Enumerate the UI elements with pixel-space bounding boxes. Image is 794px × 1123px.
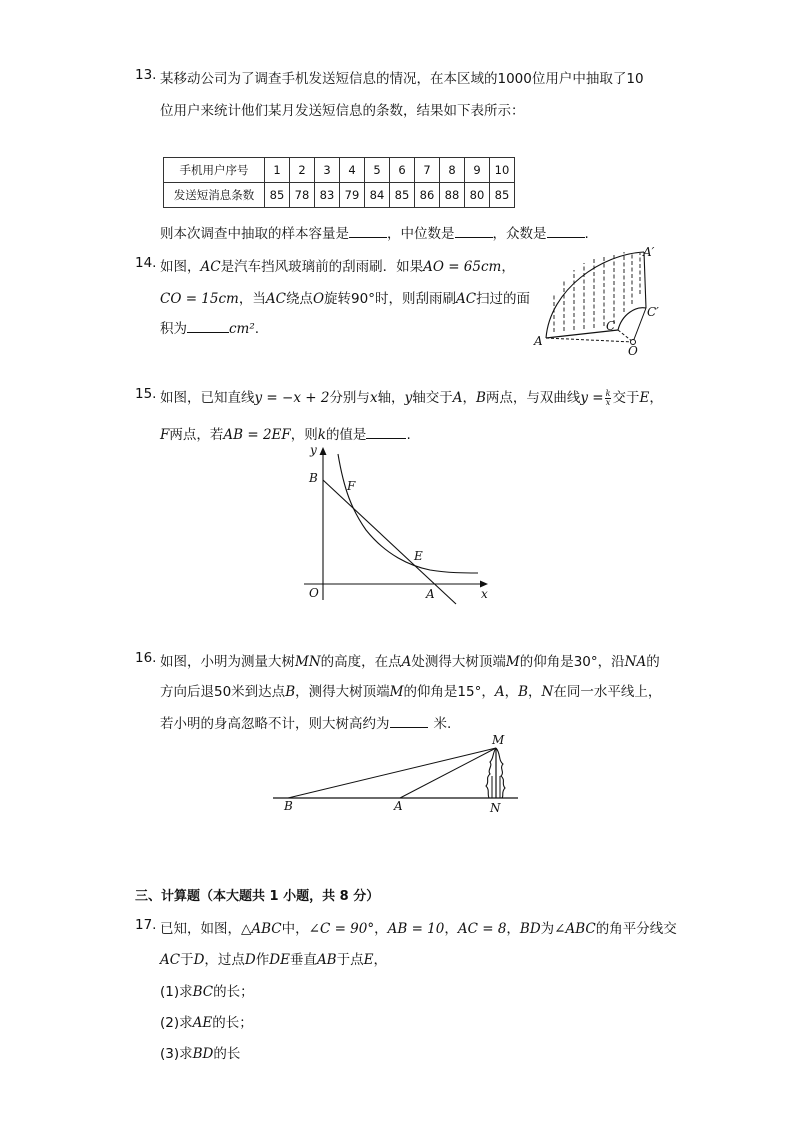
q16-text: 若小明的身高忽略不计，则大树高约为 <box>160 716 390 732</box>
answer-blank <box>547 236 585 238</box>
q16-text: 如图，小明为测量大树 <box>160 654 295 670</box>
math-mn: MN <box>295 654 321 670</box>
math-bd: BD <box>519 921 541 937</box>
q14-line3 <box>160 317 259 337</box>
label-a: A <box>534 334 543 348</box>
table-header-sms-count: 发送短消息条数 <box>164 183 265 208</box>
y-axis-arrow <box>320 447 327 455</box>
label-e: E <box>414 549 423 563</box>
q14-text: ，当 <box>238 291 266 307</box>
section-heading: 三、计算题（本大题共 1 小题，共 8 分） <box>135 889 380 904</box>
math-ac: AC <box>455 291 477 307</box>
label-a: A <box>426 587 435 601</box>
math-f: F <box>160 427 170 443</box>
math-ao-length: AO = 65cm <box>423 259 502 275</box>
q17-text: (3)求 <box>160 1046 193 1062</box>
math-angle-c: ∠C = 90° <box>308 921 375 937</box>
q16-line1 <box>160 650 660 670</box>
q14-text: 积为 <box>160 321 187 337</box>
q14-text: ， <box>501 259 515 275</box>
table-cell: 4 <box>340 158 365 183</box>
q13-line1: 某移动公司为了调查手机发送短信息的情况，在本区域的1000位用户中抽取了10 <box>160 71 644 87</box>
table-cell: 85 <box>490 183 515 208</box>
q16-text: 的高度，在点 <box>320 654 402 670</box>
segment-ao <box>546 338 633 342</box>
label-y: y <box>310 443 317 457</box>
label-x: x <box>481 587 488 601</box>
q17-text: 的长 <box>213 1046 241 1062</box>
math-e: E <box>639 390 650 406</box>
sms-data-table <box>163 157 515 208</box>
math-ae: AE <box>192 1015 213 1031</box>
q17-text: 的角平分线交 <box>595 921 677 937</box>
q14-line1 <box>160 255 515 275</box>
q14-number: 14. <box>135 255 157 271</box>
q15-text: 两点，若 <box>169 427 224 443</box>
q15-line1 <box>160 386 663 407</box>
answer-blank <box>349 236 387 238</box>
q17-text: 的长； <box>212 1015 253 1031</box>
sight-line-bm <box>288 748 496 798</box>
wiper-figure <box>532 244 667 359</box>
q17-text: 于点 <box>336 952 364 968</box>
line-ab <box>323 480 456 604</box>
q16-text: 的仰角是15°， <box>403 684 495 700</box>
q13-line2: 位用户来统计他们某月发送短信息的条数，结果如下表所示： <box>160 103 525 119</box>
q16-text: 的 <box>646 654 660 670</box>
q14-text: 如图， <box>160 259 201 275</box>
hyperbola-figure <box>300 440 495 605</box>
fraction-numerator: k <box>605 388 611 398</box>
math-m: M <box>389 684 404 700</box>
table-cell: 7 <box>415 158 440 183</box>
q15-text: ， <box>649 390 663 406</box>
answer-blank <box>390 726 428 728</box>
q16-text: ， <box>504 684 519 700</box>
q17-text: 作 <box>255 952 270 968</box>
math-ab: AB <box>316 952 337 968</box>
q16-text: ，测得大树顶端 <box>295 684 390 700</box>
label-a-prime: A′ <box>643 245 655 259</box>
q16-text: 在同一水平线上， <box>553 684 662 700</box>
math-co-length: CO = 15cm <box>160 291 239 307</box>
answer-blank <box>455 236 493 238</box>
sight-line-am <box>400 748 496 798</box>
table-cell: 1 <box>265 158 290 183</box>
math-a: A <box>494 684 505 700</box>
q16-line3 <box>160 712 451 732</box>
q17-text: ， <box>444 921 458 937</box>
segment-oc-prime <box>633 308 646 342</box>
q16-text: ， <box>528 684 542 700</box>
table-cell: 85 <box>390 183 415 208</box>
q17-text: ， <box>373 952 387 968</box>
math-n: N <box>541 684 554 700</box>
table-cell: 6 <box>390 158 415 183</box>
label-c: C <box>606 319 616 333</box>
fraction-denominator: x <box>605 397 611 407</box>
math-bd: BD <box>192 1046 214 1062</box>
q13-ask-sample-size: 则本次调查中抽取的样本容量是 <box>160 226 349 242</box>
q17-text: 的长； <box>213 984 254 1000</box>
q16-number: 16. <box>135 650 157 666</box>
math-b: B <box>518 684 529 700</box>
q15-text: . <box>406 427 411 443</box>
q14-text: . <box>254 321 260 337</box>
q17-text: ，过点 <box>204 952 245 968</box>
table-cell: 79 <box>340 183 365 208</box>
table-row <box>164 183 515 208</box>
math-m: M <box>505 654 520 670</box>
math-line-equation: y = −x + 2 <box>254 390 330 406</box>
table-header-user-id: 手机用户序号 <box>164 158 265 183</box>
math-ab: AB = 10 <box>387 921 445 937</box>
q15-text: 轴交于 <box>412 390 453 406</box>
label-a: A <box>394 799 403 813</box>
q15-text: ， <box>462 390 476 406</box>
math-d: D <box>244 952 256 968</box>
math-ac: AC <box>265 291 286 307</box>
q13-ask-mode: ，众数是 <box>492 226 547 242</box>
q17-text: 中， <box>281 921 309 937</box>
table-cell: 83 <box>315 183 340 208</box>
math-ac: AC = 8 <box>457 921 507 937</box>
q17-text: 于 <box>180 952 194 968</box>
q17-subquestion-3 <box>160 1042 240 1062</box>
q15-text: 轴， <box>377 390 405 406</box>
q14-text: 是汽车挡风玻璃前的刮雨刷．如果 <box>220 259 424 275</box>
hatch-lines <box>554 252 640 332</box>
label-b: B <box>309 471 318 485</box>
q17-text: 为 <box>540 921 555 937</box>
table-cell: 5 <box>365 158 390 183</box>
table-cell: 86 <box>415 183 440 208</box>
q17-text: (2)求 <box>160 1015 193 1031</box>
math-y: y <box>404 390 413 406</box>
table-cell: 2 <box>290 158 315 183</box>
q13-ask-median: ，中位数是 <box>387 226 455 242</box>
math-o: O <box>312 291 325 307</box>
q15-text: ，则 <box>290 427 318 443</box>
q17-text: 垂直 <box>289 952 317 968</box>
table-cell: 78 <box>290 183 315 208</box>
table-cell: 10 <box>490 158 515 183</box>
q14-line2 <box>160 287 530 307</box>
q14-text: 旋转90°时，则刮雨刷 <box>324 291 456 307</box>
math-d: D <box>193 952 205 968</box>
q15-text: 分别与 <box>329 390 370 406</box>
q16-text: 的仰角是30°，沿 <box>519 654 625 670</box>
q17-number: 17. <box>135 917 157 933</box>
table-cell: 80 <box>465 183 490 208</box>
math-ac: AC <box>200 259 221 275</box>
math-bc: BC <box>192 984 214 1000</box>
math-e: E <box>363 952 374 968</box>
math-triangle-abc: △ABC <box>241 921 282 937</box>
math-b: B <box>285 684 296 700</box>
math-na: NA <box>624 654 647 670</box>
q13-number: 13. <box>135 67 157 83</box>
math-de: DE <box>269 952 290 968</box>
math-ab-2ef: AB = 2EF <box>223 427 291 443</box>
label-c-prime: C′ <box>647 305 659 319</box>
tree-figure <box>270 730 522 815</box>
q17-text: (1)求 <box>160 984 193 1000</box>
label-o: O <box>628 344 638 358</box>
label-n: N <box>490 801 501 815</box>
q15-text: 如图，已知直线 <box>160 390 255 406</box>
q13-question-line <box>160 222 589 242</box>
q16-text: 处测得大树顶端 <box>411 654 506 670</box>
outer-arc <box>546 252 644 338</box>
math-k: k <box>317 427 326 443</box>
table-cell: 84 <box>365 183 390 208</box>
math-ac: AC <box>160 952 181 968</box>
q17-text: ， <box>374 921 388 937</box>
q16-text: 米. <box>433 716 452 732</box>
q15-number: 15. <box>135 386 157 402</box>
answer-blank <box>187 331 229 333</box>
math-hyperbola: y = <box>580 390 604 406</box>
math-angle-abc: ∠ABC <box>554 921 596 937</box>
table-cell: 8 <box>440 158 465 183</box>
q17-line1 <box>160 917 677 937</box>
math-x: x <box>369 390 378 406</box>
q16-line2 <box>160 680 661 700</box>
table-cell: 85 <box>265 183 290 208</box>
math-b: B <box>475 390 486 406</box>
q17-line2 <box>160 948 387 968</box>
math-unit-cm2: cm² <box>229 321 255 337</box>
math-a: A <box>452 390 463 406</box>
math-a: A <box>401 654 412 670</box>
q15-text: 交于 <box>612 390 640 406</box>
q14-text: 扫过的面 <box>476 291 531 307</box>
q17-subquestion-2 <box>160 1011 253 1031</box>
q17-subquestion-1 <box>160 980 254 1000</box>
q14-text: 绕点 <box>285 291 313 307</box>
label-o: O <box>309 586 319 600</box>
q15-text: 的值是 <box>325 427 367 443</box>
label-m: M <box>492 733 505 747</box>
q17-text: ， <box>506 921 520 937</box>
table-cell: 3 <box>315 158 340 183</box>
label-f: F <box>347 479 356 493</box>
table-row <box>164 158 515 183</box>
fraction-k-over-x <box>605 390 612 407</box>
q17-text: 已知，如图， <box>160 921 241 937</box>
q15-text: 两点，与双曲线 <box>485 390 581 406</box>
table-cell: 88 <box>440 183 465 208</box>
q13-end: . <box>584 226 589 242</box>
answer-blank <box>366 437 406 439</box>
label-b: B <box>284 799 293 813</box>
table-cell: 9 <box>465 158 490 183</box>
q16-text: 方向后退50米到达点 <box>160 684 286 700</box>
wiper-ac-prime <box>644 252 646 308</box>
